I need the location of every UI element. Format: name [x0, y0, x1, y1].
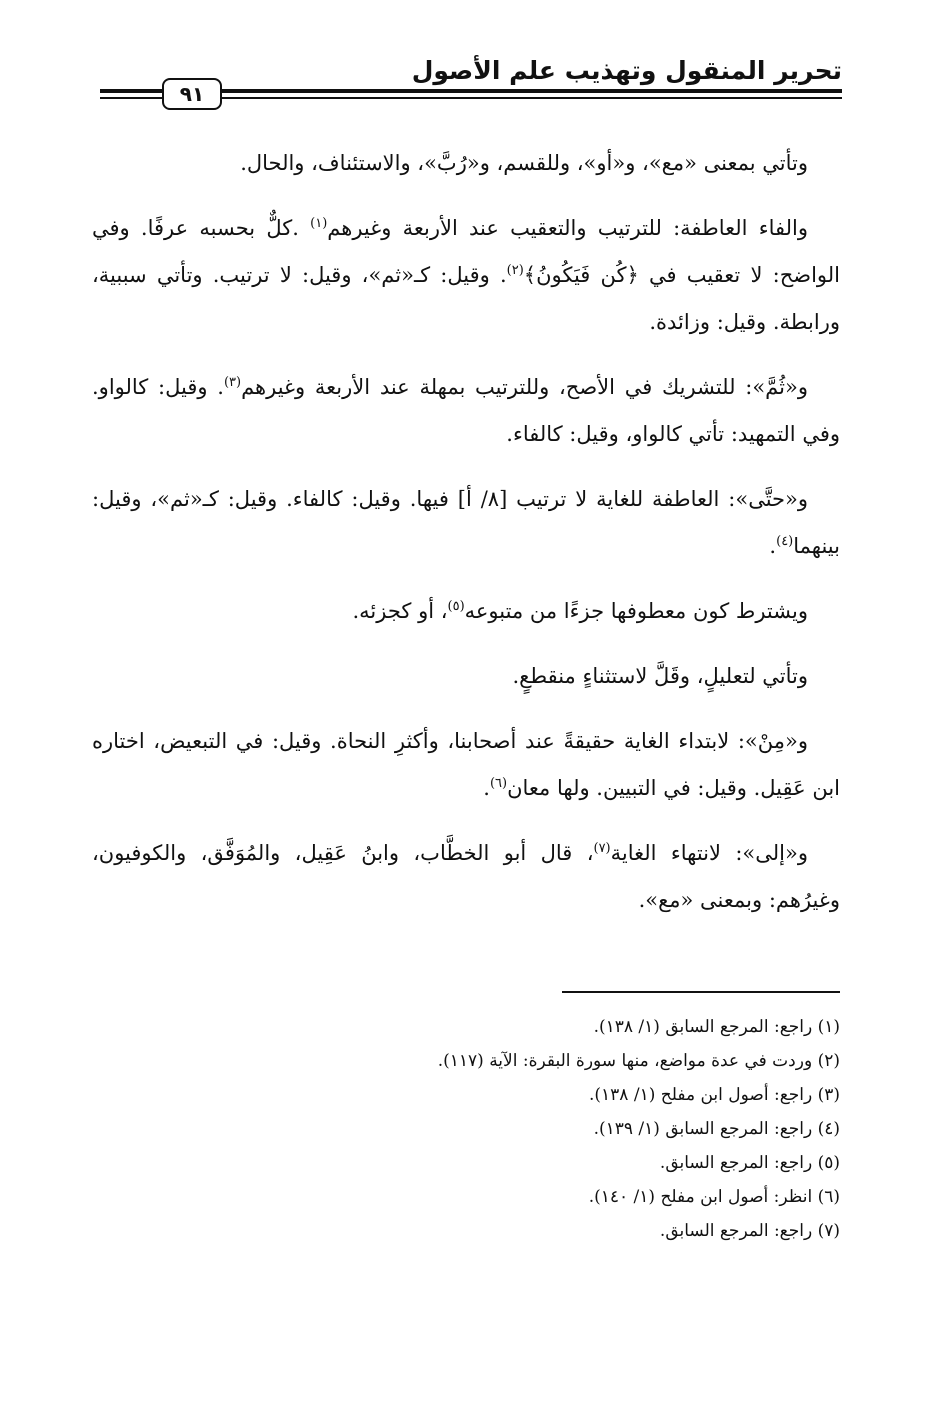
footnote-ref: (٢)	[506, 263, 524, 278]
paragraph-text: و«مِنْ»: لابتداء الغاية حقيقةً عند أصحابنا، وأكثرِ النحاة. وقيل: في التبعيض، اختاره ابن عَقِيل. وقيل: في التبيين. ولها معان	[92, 729, 840, 800]
footnote: (٢) وردت في عدة مواضع، منها سورة البقرة: الآية (١١٧).	[437, 1051, 840, 1071]
footnotes	[92, 1010, 840, 1248]
running-title: تحرير المنقول وتهذيب علم الأصول	[411, 56, 842, 85]
paragraph-text: .كلٌّ بحسبه عرفًا. وفي الواضح: لا تعقيب في ﴿كُن فَيَكُونُ﴾	[92, 216, 840, 287]
footnote: (٧) راجع: المرجع السابق.	[659, 1221, 840, 1241]
footnote: (٣) راجع: أصول ابن مفلح (١/ ١٣٨).	[588, 1085, 840, 1105]
footnote: (٦) انظر: أصول ابن مفلح (١/ ١٤٠).	[588, 1187, 840, 1207]
footnote-ref: (٥)	[447, 599, 465, 614]
paragraph-text: .	[483, 776, 490, 800]
page-header	[100, 54, 842, 114]
paragraph-text: ، قال أبو الخطَّاب، وابنُ عَقِيل، والمُوَفَّق، والكوفيون، وغيرُهم: وبمعنى «مع».	[92, 841, 840, 912]
footnote: (٥) راجع: المرجع السابق.	[659, 1153, 840, 1173]
paragraph-text: وتأتي لتعليلٍ، وقَلَّ لاستثناءٍ منقطعٍ.	[512, 664, 808, 688]
footnote-ref: (٧)	[593, 841, 611, 856]
paragraph-text: وتأتي بمعنى «مع»، و«أو»، وللقسم، و«رُبَّ»، والاستئناف، والحال.	[240, 151, 808, 175]
footnote-separator	[562, 991, 840, 993]
paragraph-text: والفاء العاطفة: للترتيب والتعقيب عند الأربعة وغيرهم	[327, 216, 808, 240]
paragraph	[92, 653, 840, 700]
paragraph	[92, 830, 840, 924]
footnote: (٤) راجع: المرجع السابق (١/ ١٣٩).	[593, 1119, 840, 1139]
paragraph-text: . وقيل: كالواو. وفي التمهيد: تأتي كالواو، وقيل: كالفاء.	[92, 375, 840, 446]
paragraph-text: . وقيل: كـ«ثم»، وقيل: لا ترتيب. وتأتي سببية، ورابطة. وقيل: وزائدة.	[92, 263, 840, 334]
paragraph-text: و«ثُمَّ»: للتشريك في الأصح، وللترتيب بمهلة عند الأربعة وغيرهم	[241, 375, 808, 399]
paragraph-text: ، أو كجزئه.	[352, 599, 448, 623]
paragraph	[92, 718, 840, 812]
footnote-ref: (٣)	[223, 375, 242, 390]
paragraph	[92, 364, 840, 458]
paragraph-text: ويشترط كون معطوفها جزءًا من متبوعه	[464, 599, 808, 623]
footnote-ref: (٦)	[489, 776, 508, 791]
paragraph-text: و«حتَّى»: العاطفة للغاية لا ترتيب [٨/ أ] فيها. وقيل: كالفاء. وقيل: كـ«ثم»، وقيل: بينهما	[92, 487, 840, 558]
main-text	[92, 140, 840, 942]
paragraph	[92, 205, 840, 346]
paragraph-text: و«إلى»: لانتهاء الغاية	[610, 841, 808, 865]
footnote-ref: (١)	[310, 216, 328, 231]
page-number: ٩١	[162, 78, 222, 110]
paragraph	[92, 588, 840, 635]
paragraph	[92, 140, 840, 187]
paragraph-text: .	[769, 534, 777, 558]
paragraph	[92, 476, 840, 570]
footnote-ref: (٤)	[776, 534, 794, 549]
footnote: (١) راجع: المرجع السابق (١/ ١٣٨).	[593, 1017, 840, 1037]
